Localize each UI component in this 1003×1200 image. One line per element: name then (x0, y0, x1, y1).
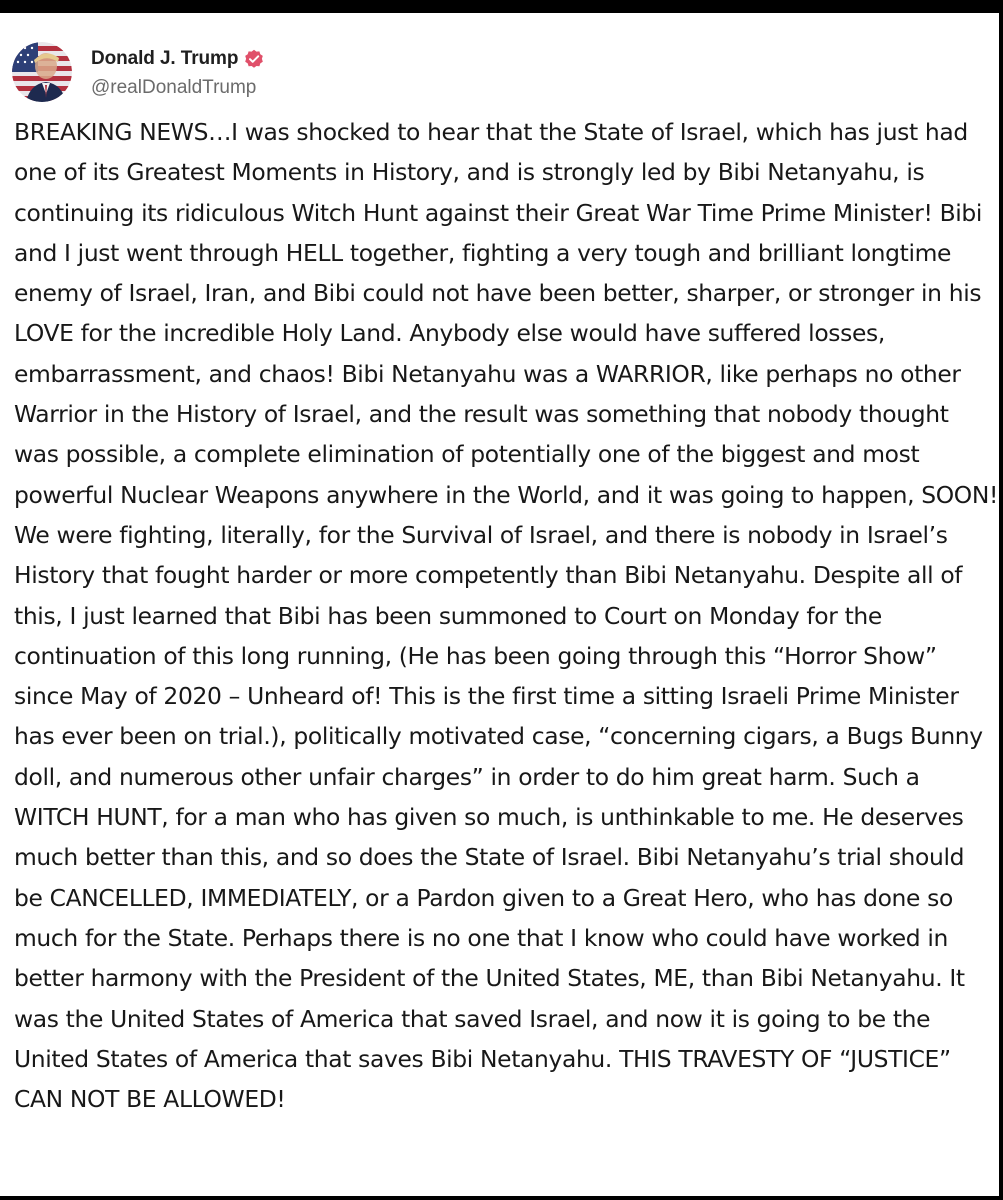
author-handle[interactable]: @realDonaldTrump (91, 77, 257, 98)
post-text: BREAKING NEWS…I was shocked to hear that the State of Israel, which has just had one of its Greatest Moments in History, and is strongly led by Bibi Netanyahu, is continuing its ridiculous Witch Hunt against their Great War Time Prime Minister! Bibi and I just went through HELL together, fighting a very tough and brilliant longtime enemy of Israel, Iran, and Bibi could not have been better, sharper, or stronger in his LOVE for the incredible Holy Land. Anybody else would have suffered losses, embarrassment, and chaos! Bibi Netanyahu was a WARRIOR, like perhaps no other Warrior in the History of Israel, and the result was something that nobody thought was possible, a complete elimination of potentially one of the biggest and most powerful Nuclear Weapons anywhere in the World, and it was going to happen, SOON! We were fighting, literally, for the Survival of Israel, and there is nobody in Israel’s History that fought harder or more competently than Bibi Netanyahu. Despite all of this, I just learned that Bibi has been summoned to Court on Monday for the continuation of this long running, (He has been going through this “Horror Show” since May of 2020 – Unheard of! This is the first time a sitting Israeli Prime Minister has ever been on trial.), politically motivated case, “concerning cigars, a Bugs Bunny doll, and numerous other unfair charges” in order to do him great harm. Such a WITCH HUNT, for a man who has given so much, is unthinkable to me. He deserves much better than this, and so does the State of Israel. Bibi Netanyahu’s trial should be CANCELLED, IMMEDIATELY, or a Pardon given to a Great Hero, who has done so much for the State. Perhaps there is no one that I know who could have worked in better harmony with the President of the United States, ME, than Bibi Netanyahu. It was the United States of America that saved Israel, and now it is going to be the United States of America that saves Bibi Netanyahu. THIS TRAVESTY OF “JUSTICE” CAN NOT BE ALLOWED! (14, 118, 999, 1114)
name-row (91, 45, 264, 73)
post-header (12, 41, 264, 103)
avatar[interactable] (12, 42, 72, 102)
verified-badge-icon (244, 49, 264, 69)
post-card (0, 13, 999, 1196)
author-block (91, 45, 264, 99)
avatar-image (12, 42, 72, 102)
author-display-name[interactable]: Donald J. Trump (91, 48, 239, 69)
